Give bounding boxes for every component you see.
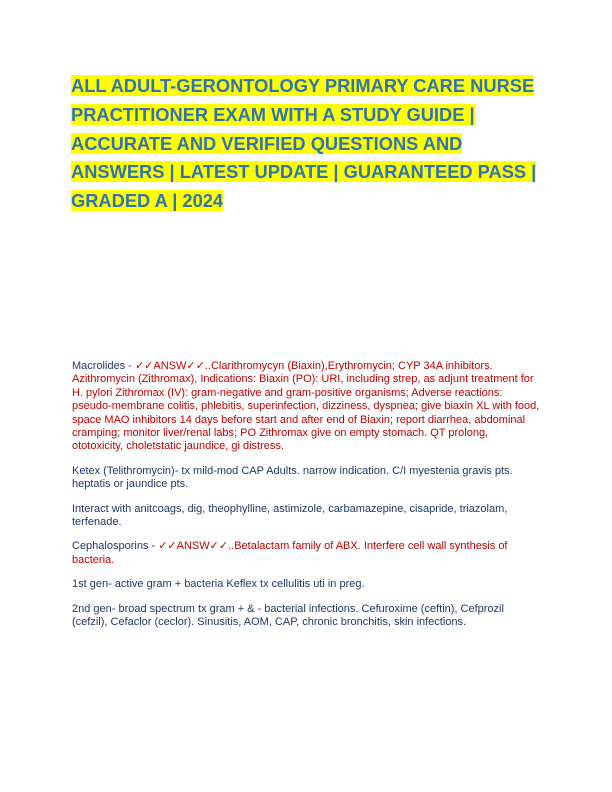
qa-cephalosporins (72, 540, 540, 567)
answer-text: ..Betalactam family of ABX. Interfere cell wall synthesis of bacteria. (72, 540, 508, 566)
question-term: Cephalosporins - (72, 540, 159, 553)
note-second-gen: 2nd gen- broad spectrum tx gram + & - bacterial infections. Cefuroxime (ceftin), Cefprozil (cefzil), Cefaclor (ceclor). Sinusitis, AOM, CAP, chronic bronchitis, skin infections. (72, 602, 504, 629)
document-body (72, 360, 540, 641)
answer-text: ..Clarithromycyn (Biaxin),Erythromycin; CYP 34A inhibitors. Azithromycin (Zithromax), Indications: Biaxin (PO): URI, including strep, as adjunt treatment for H. pylori Zithromax (IV): gram-negative and gram-positive organisms; Adverse reactions: pseudo-membrane colitis, phlebitis, superinfection, dizziness, dyspnea; give biaxin XL with food, space MAO inhibitors 14 days before start and after end of Biaxin; report diarrhea, abdominal cramping; monitor liver/renal labs; PO Zithromax give on empty stomach. QT prolong, ototoxicity, choletstatic jaundice, gi distress. (72, 360, 540, 453)
document-title (71, 72, 541, 216)
answer-marker: ✓✓ANSW✓✓ (134, 360, 205, 372)
note-ketex: Ketex (Telithromycin)- tx mild-mod CAP Adults. narrow indication. C/I myestenia gravis pts. heptatis or jaundice pts. (72, 464, 513, 491)
note-interactions: Interact with anitcoags, dig, theophylline, astimizole, carbamazepine, cisapride, triazolam, terfenade. (72, 502, 508, 529)
question-term: Macrolides - (72, 360, 135, 372)
answer-marker: ✓✓ANSW✓✓ (158, 540, 229, 553)
note-first-gen: 1st gen- active gram + bacteria Keflex tx cellulitis uti in preg. (72, 578, 365, 591)
qa-macrolides (72, 360, 540, 454)
document-title-text: ALL ADULT-GERONTOLOGY PRIMARY CARE NURSE PRACTITIONER EXAM WITH A STUDY GUIDE | ACCURATE AND VERIFIED QUESTIONS AND ANSWERS | LATEST UPDATE | GUARANTEED PASS | GRADED A | 2024 (71, 75, 537, 212)
